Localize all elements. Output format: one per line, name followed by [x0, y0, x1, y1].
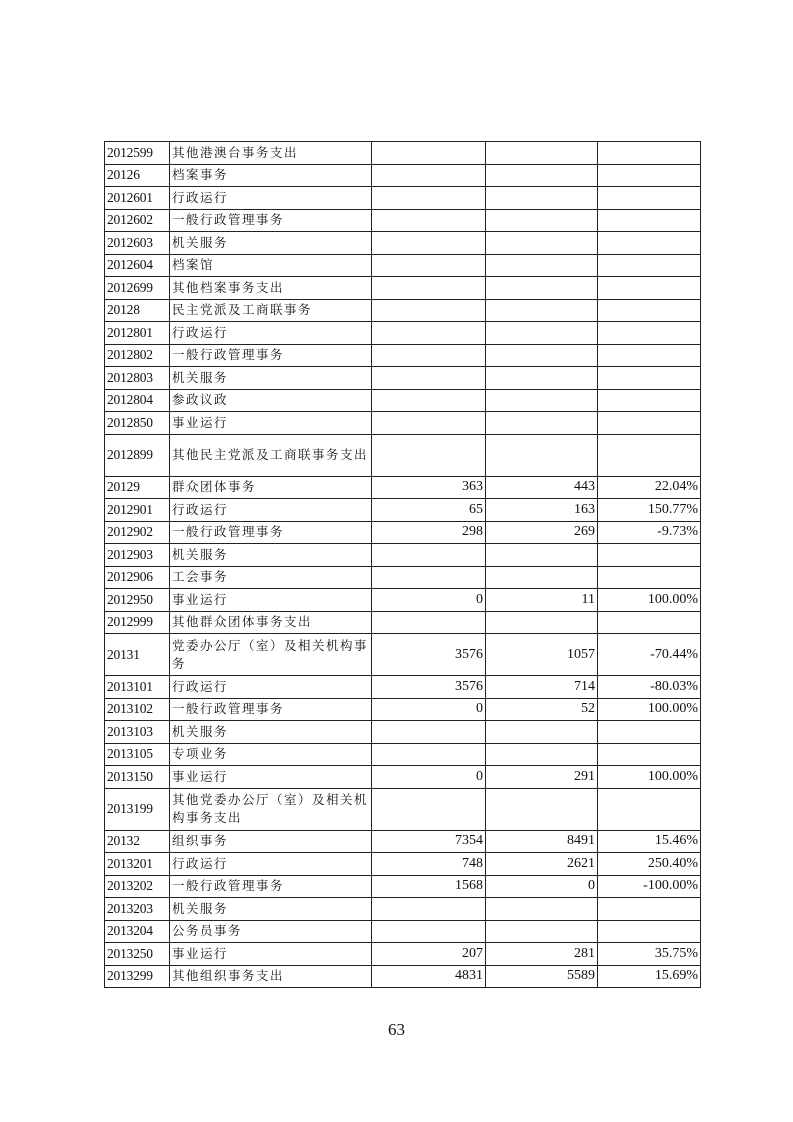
table-row: [105, 965, 701, 988]
name-cell: 行政运行: [170, 676, 372, 699]
value-cell-1: [372, 389, 486, 412]
name-cell: 事业运行: [170, 766, 372, 789]
value-cell-1: 4831: [372, 965, 486, 988]
name-cell: 一般行政管理事务: [170, 698, 372, 721]
value-cell-2: [486, 544, 598, 567]
table-body: [105, 142, 701, 988]
name-cell: 一般行政管理事务: [170, 875, 372, 898]
value-cell-2: [486, 344, 598, 367]
value-cell-1: [372, 254, 486, 277]
change-cell: 250.40%: [598, 853, 701, 876]
value-cell-2: 0: [486, 875, 598, 898]
code-cell: 2013103: [105, 721, 170, 744]
change-cell: [598, 788, 701, 830]
name-cell: 机关服务: [170, 898, 372, 921]
name-cell: 组织事务: [170, 830, 372, 853]
code-cell: 2013202: [105, 875, 170, 898]
code-cell: 2013299: [105, 965, 170, 988]
change-cell: [598, 434, 701, 476]
change-cell: [598, 344, 701, 367]
value-cell-2: [486, 187, 598, 210]
value-cell-2: 291: [486, 766, 598, 789]
change-cell: 100.00%: [598, 589, 701, 612]
change-cell: [598, 920, 701, 943]
code-cell: 2013199: [105, 788, 170, 830]
table-row: [105, 920, 701, 943]
change-cell: -9.73%: [598, 521, 701, 544]
value-cell-1: [372, 412, 486, 435]
change-cell: 35.75%: [598, 943, 701, 966]
value-cell-1: 748: [372, 853, 486, 876]
table-row: [105, 254, 701, 277]
code-cell: 2012699: [105, 277, 170, 300]
name-cell: 一般行政管理事务: [170, 209, 372, 232]
change-cell: [598, 367, 701, 390]
name-cell: 公务员事务: [170, 920, 372, 943]
value-cell-1: [372, 544, 486, 567]
change-cell: [598, 322, 701, 345]
value-cell-2: [486, 367, 598, 390]
table-row: [105, 187, 701, 210]
change-cell: [598, 164, 701, 187]
code-cell: 20131: [105, 634, 170, 676]
value-cell-2: 11: [486, 589, 598, 612]
code-cell: 2012801: [105, 322, 170, 345]
value-cell-2: [486, 277, 598, 300]
value-cell-2: [486, 322, 598, 345]
value-cell-1: [372, 142, 486, 165]
code-cell: 2012999: [105, 611, 170, 634]
value-cell-1: 3576: [372, 634, 486, 676]
value-cell-1: 0: [372, 698, 486, 721]
change-cell: [598, 544, 701, 567]
table-row: [105, 853, 701, 876]
value-cell-2: [486, 412, 598, 435]
change-cell: 15.69%: [598, 965, 701, 988]
table-row: [105, 299, 701, 322]
code-cell: 2012906: [105, 566, 170, 589]
name-cell: 档案馆: [170, 254, 372, 277]
name-cell: 机关服务: [170, 544, 372, 567]
table-row: [105, 589, 701, 612]
code-cell: 2013250: [105, 943, 170, 966]
value-cell-2: 281: [486, 943, 598, 966]
table-row: [105, 322, 701, 345]
value-cell-1: [372, 277, 486, 300]
value-cell-1: [372, 209, 486, 232]
value-cell-2: [486, 611, 598, 634]
change-cell: -70.44%: [598, 634, 701, 676]
table-row: [105, 943, 701, 966]
change-cell: 15.46%: [598, 830, 701, 853]
table-row: [105, 434, 701, 476]
code-cell: 2012603: [105, 232, 170, 255]
value-cell-1: [372, 187, 486, 210]
value-cell-2: [486, 299, 598, 322]
name-cell: 民主党派及工商联事务: [170, 299, 372, 322]
value-cell-2: [486, 389, 598, 412]
code-cell: 2013105: [105, 743, 170, 766]
value-cell-1: 65: [372, 499, 486, 522]
table-row: [105, 209, 701, 232]
table-row: [105, 676, 701, 699]
name-cell: 行政运行: [170, 322, 372, 345]
change-cell: [598, 187, 701, 210]
name-cell: 行政运行: [170, 187, 372, 210]
code-cell: 2012901: [105, 499, 170, 522]
name-cell: 档案事务: [170, 164, 372, 187]
change-cell: [598, 898, 701, 921]
change-cell: 100.00%: [598, 698, 701, 721]
change-cell: 22.04%: [598, 476, 701, 499]
value-cell-1: [372, 566, 486, 589]
table-row: [105, 277, 701, 300]
code-cell: 2013201: [105, 853, 170, 876]
value-cell-1: 298: [372, 521, 486, 544]
value-cell-2: 714: [486, 676, 598, 699]
value-cell-2: 1057: [486, 634, 598, 676]
table-row: [105, 544, 701, 567]
change-cell: [598, 209, 701, 232]
change-cell: [598, 743, 701, 766]
value-cell-1: [372, 611, 486, 634]
value-cell-2: [486, 254, 598, 277]
change-cell: [598, 611, 701, 634]
code-cell: 2012902: [105, 521, 170, 544]
code-cell: 2012804: [105, 389, 170, 412]
value-cell-2: [486, 920, 598, 943]
table-row: [105, 521, 701, 544]
value-cell-1: [372, 721, 486, 744]
code-cell: 2013101: [105, 676, 170, 699]
code-cell: 2012950: [105, 589, 170, 612]
table-row: [105, 389, 701, 412]
code-cell: 2012601: [105, 187, 170, 210]
code-cell: 2012604: [105, 254, 170, 277]
value-cell-1: 1568: [372, 875, 486, 898]
value-cell-2: [486, 743, 598, 766]
code-cell: 2012602: [105, 209, 170, 232]
value-cell-2: 8491: [486, 830, 598, 853]
value-cell-2: [486, 209, 598, 232]
name-cell: 事业运行: [170, 943, 372, 966]
table-row: [105, 142, 701, 165]
code-cell: 20129: [105, 476, 170, 499]
table-row: [105, 476, 701, 499]
value-cell-2: [486, 142, 598, 165]
name-cell: 其他民主党派及工商联事务支出: [170, 434, 372, 476]
value-cell-1: [372, 898, 486, 921]
name-cell: 事业运行: [170, 412, 372, 435]
name-cell: 事业运行: [170, 589, 372, 612]
value-cell-2: [486, 164, 598, 187]
page-number: 63: [388, 1020, 405, 1039]
name-cell: 行政运行: [170, 853, 372, 876]
value-cell-1: [372, 743, 486, 766]
value-cell-2: 52: [486, 698, 598, 721]
table-row: [105, 898, 701, 921]
code-cell: 2012850: [105, 412, 170, 435]
change-cell: [598, 142, 701, 165]
change-cell: [598, 277, 701, 300]
table-row: [105, 367, 701, 390]
name-cell: 其他群众团体事务支出: [170, 611, 372, 634]
value-cell-1: [372, 322, 486, 345]
change-cell: 150.77%: [598, 499, 701, 522]
change-cell: [598, 299, 701, 322]
value-cell-1: [372, 299, 486, 322]
name-cell: 其他档案事务支出: [170, 277, 372, 300]
value-cell-2: [486, 566, 598, 589]
table-row: [105, 743, 701, 766]
table-row: [105, 875, 701, 898]
change-cell: -100.00%: [598, 875, 701, 898]
name-cell: 群众团体事务: [170, 476, 372, 499]
value-cell-2: 5589: [486, 965, 598, 988]
value-cell-2: [486, 434, 598, 476]
value-cell-1: [372, 920, 486, 943]
value-cell-2: [486, 788, 598, 830]
change-cell: [598, 412, 701, 435]
code-cell: 2013150: [105, 766, 170, 789]
code-cell: 2013203: [105, 898, 170, 921]
table-row: [105, 412, 701, 435]
name-cell: 专项业务: [170, 743, 372, 766]
value-cell-1: [372, 788, 486, 830]
name-cell: 其他党委办公厅（室）及相关机构事务支出: [170, 788, 372, 830]
change-cell: -80.03%: [598, 676, 701, 699]
value-cell-1: 3576: [372, 676, 486, 699]
table-row: [105, 611, 701, 634]
table-row: [105, 344, 701, 367]
value-cell-1: 363: [372, 476, 486, 499]
table-row: [105, 164, 701, 187]
value-cell-2: 269: [486, 521, 598, 544]
name-cell: 参政议政: [170, 389, 372, 412]
value-cell-1: [372, 367, 486, 390]
value-cell-2: [486, 232, 598, 255]
code-cell: 2012599: [105, 142, 170, 165]
value-cell-1: [372, 434, 486, 476]
change-cell: 100.00%: [598, 766, 701, 789]
value-cell-1: [372, 344, 486, 367]
name-cell: 机关服务: [170, 721, 372, 744]
value-cell-2: [486, 721, 598, 744]
name-cell: 其他港澳台事务支出: [170, 142, 372, 165]
change-cell: [598, 254, 701, 277]
value-cell-1: 0: [372, 589, 486, 612]
code-cell: 2013102: [105, 698, 170, 721]
change-cell: [598, 232, 701, 255]
code-cell: 2013204: [105, 920, 170, 943]
table-row: [105, 566, 701, 589]
table-row: [105, 788, 701, 830]
table-row: [105, 634, 701, 676]
table-row: [105, 698, 701, 721]
name-cell: 行政运行: [170, 499, 372, 522]
name-cell: 机关服务: [170, 367, 372, 390]
value-cell-1: [372, 232, 486, 255]
budget-table: [104, 141, 701, 988]
value-cell-1: 207: [372, 943, 486, 966]
table-row: [105, 766, 701, 789]
name-cell: 其他组织事务支出: [170, 965, 372, 988]
name-cell: 机关服务: [170, 232, 372, 255]
value-cell-2: [486, 898, 598, 921]
change-cell: [598, 389, 701, 412]
code-cell: 2012802: [105, 344, 170, 367]
value-cell-1: 0: [372, 766, 486, 789]
code-cell: 2012903: [105, 544, 170, 567]
name-cell: 一般行政管理事务: [170, 521, 372, 544]
code-cell: 20126: [105, 164, 170, 187]
name-cell: 一般行政管理事务: [170, 344, 372, 367]
code-cell: 20132: [105, 830, 170, 853]
table-row: [105, 499, 701, 522]
code-cell: 2012899: [105, 434, 170, 476]
table-row: [105, 721, 701, 744]
value-cell-2: 443: [486, 476, 598, 499]
table-row: [105, 232, 701, 255]
code-cell: 2012803: [105, 367, 170, 390]
change-cell: [598, 721, 701, 744]
value-cell-1: 7354: [372, 830, 486, 853]
name-cell: 工会事务: [170, 566, 372, 589]
name-cell: 党委办公厅（室）及相关机构事务: [170, 634, 372, 676]
value-cell-2: 163: [486, 499, 598, 522]
change-cell: [598, 566, 701, 589]
table-row: [105, 830, 701, 853]
value-cell-2: 2621: [486, 853, 598, 876]
code-cell: 20128: [105, 299, 170, 322]
value-cell-1: [372, 164, 486, 187]
